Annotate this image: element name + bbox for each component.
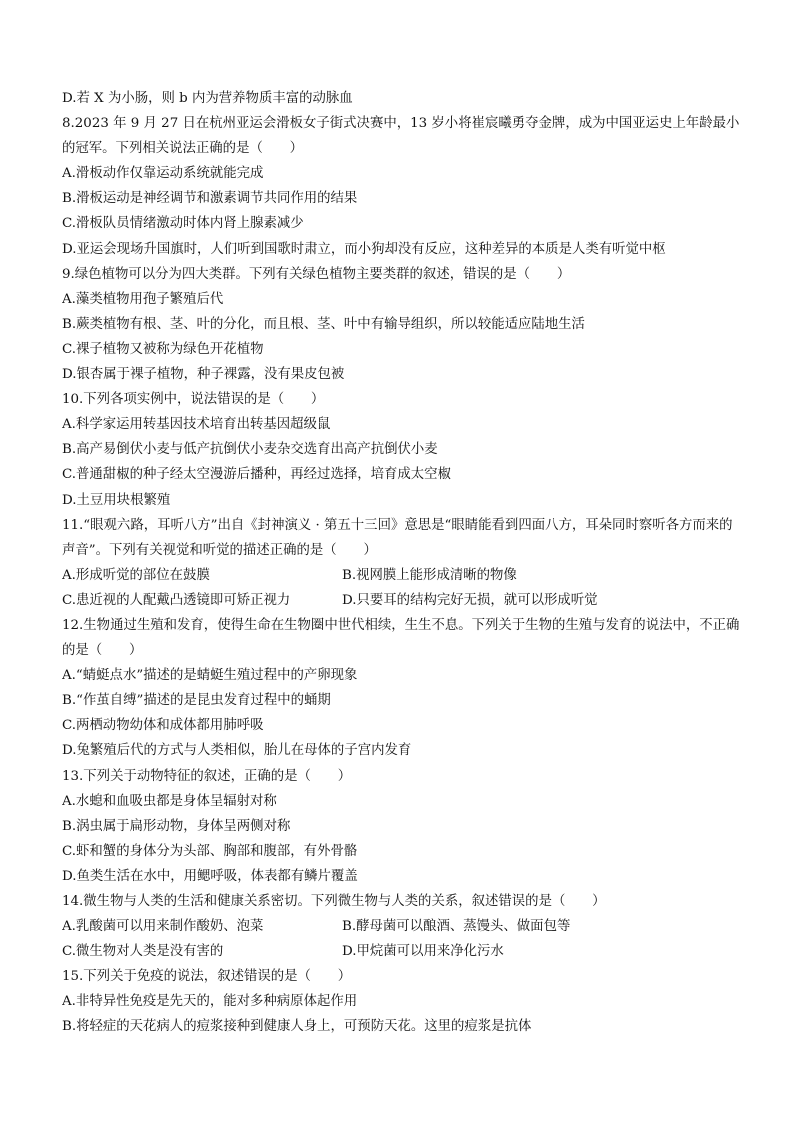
- q11-option-c: C.患近视的人配戴凸透镜即可矫正视力: [62, 592, 291, 608]
- q14-option-c: C.微生物对人类是没有害的: [62, 944, 224, 960]
- q13-option-c: C.虾和蟹的身体分为头部、胸部和腹部，有外骨骼: [62, 843, 358, 859]
- q12-option-a: A.“蜻蜓点水”描述的是蜻蜓生殖过程中的产卵现象: [62, 668, 358, 684]
- q8-option-c: C.滑板队员情绪激动时体内肾上腺素减少: [62, 216, 304, 232]
- q10-option-b: B.高产易倒伏小麦与低产抗倒伏小麦杂交选育出高产抗倒伏小麦: [62, 442, 438, 458]
- q11-option-b: B.视网膜上能形成清晰的物像: [342, 567, 517, 583]
- q9-option-b: B.蕨类植物有根、茎、叶的分化，而且根、茎、叶中有输导组织，所以较能适应陆地生活: [62, 316, 585, 332]
- q9-option-a: A.藻类植物用孢子繁殖后代: [62, 291, 224, 307]
- q11-option-a: A.形成听觉的部位在鼓膜: [62, 567, 210, 583]
- question-list: [62, 86, 742, 1040]
- q13-option-a: A.水螅和血吸虫都是身体呈辐射对称: [62, 793, 277, 809]
- q9-option-c: C.裸子植物又被称为绿色开花植物: [62, 341, 264, 357]
- q9-stem: 9.绿色植物可以分为四大类群。下列有关绿色植物主要类群的叙述，错误的是（ ）: [62, 266, 571, 282]
- q8-option-a: A.滑板动作仅靠运动系统就能完成: [62, 166, 264, 182]
- q11-option-d: D.只要耳的结构完好无损，就可以形成听觉: [342, 592, 598, 608]
- q13-stem: 13.下列关于动物特征的叙述，正确的是（ ）: [62, 768, 352, 784]
- q13-option-b: B.涡虫属于扁形动物，身体呈两侧对称: [62, 818, 291, 834]
- q12-option-c: C.两栖动物幼体和成体都用肺呼吸: [62, 718, 264, 734]
- q8-option-b: B.滑板运动是神经调节和激素调节共同作用的结果: [62, 191, 358, 207]
- q14-options-row-1: [62, 914, 742, 939]
- q10-option-d: D.土豆用块根繁殖: [62, 492, 171, 508]
- q14-stem: 14.微生物与人类的生活和健康关系密切。下列微生物与人类的关系，叙述错误的是（ ）: [62, 894, 606, 909]
- q10-option-a: A.科学家运用转基因技术培育出转基因超级鼠: [62, 417, 331, 433]
- q9-option-d: D.银杏属于裸子植物，种子裸露，没有果皮包被: [62, 367, 345, 383]
- q14-option-d: D.甲烷菌可以用来净化污水: [342, 944, 504, 960]
- q13-option-d: D.鱼类生活在水中，用鳃呼吸，体表都有鳞片覆盖: [62, 868, 358, 884]
- q15-option-a: A.非特异性免疫是先天的，能对多种病原体起作用: [62, 994, 358, 1010]
- q11-options-row-2: [62, 588, 742, 613]
- q14-option-b: B.酵母菌可以酿酒、蒸馒头、做面包等: [342, 919, 571, 935]
- q10-option-c: C.普通甜椒的种子经太空漫游后播种，再经过选择，培育成太空椒: [62, 467, 451, 483]
- q11-stem: 11.“眼观六路，耳听八方”出自《封神演义 · 第五十三回》意思是“眼睛能看到四面八方，耳朵同时察听各方而来的声音”。下列有关视觉和听觉的描述正确的是（ ）: [62, 517, 733, 558]
- q8-option-d: D.亚运会现场升国旗时，人们听到国歌时肃立，而小狗却没有反应，这种差异的本质是人类有听觉中枢: [62, 241, 666, 257]
- q15-option-b: B.将轻症的天花病人的痘浆接种到健康人身上，可预防天花。这里的痘浆是抗体: [62, 1019, 532, 1035]
- q8-stem: 8.2023 年 9 月 27 日在杭州亚运会滑板女子街式决赛中，13 岁小将崔宸曦勇夺金牌，成为中国亚运史上年龄最小的冠军。下列相关说法正确的是（ ）: [62, 116, 740, 157]
- q11-options-row-1: [62, 563, 742, 588]
- q12-option-d: D.兔繁殖后代的方式与人类相似，胎儿在母体的子宫内发育: [62, 743, 412, 759]
- q14-option-a: A.乳酸菌可以用来制作酸奶、泡菜: [62, 919, 264, 935]
- q12-stem: 12.生物通过生殖和发育，使得生命在生物圈中世代相续，生生不息。下列关于生物的生殖与发育的说法中，不正确的是（ ）: [62, 617, 740, 659]
- q10-stem: 10.下列各项实例中，说法错误的是（ ）: [62, 392, 325, 408]
- q15-stem: 15.下列关于免疫的说法，叙述错误的是（ ）: [62, 969, 352, 985]
- q14-options-row-2: [62, 939, 742, 964]
- q7-option-d: D.若 X 为小肠，则 b 内为营养物质丰富的动脉血: [62, 91, 353, 106]
- q12-option-b: B.“作茧自缚”描述的是昆虫发育过程中的蛹期: [62, 693, 331, 709]
